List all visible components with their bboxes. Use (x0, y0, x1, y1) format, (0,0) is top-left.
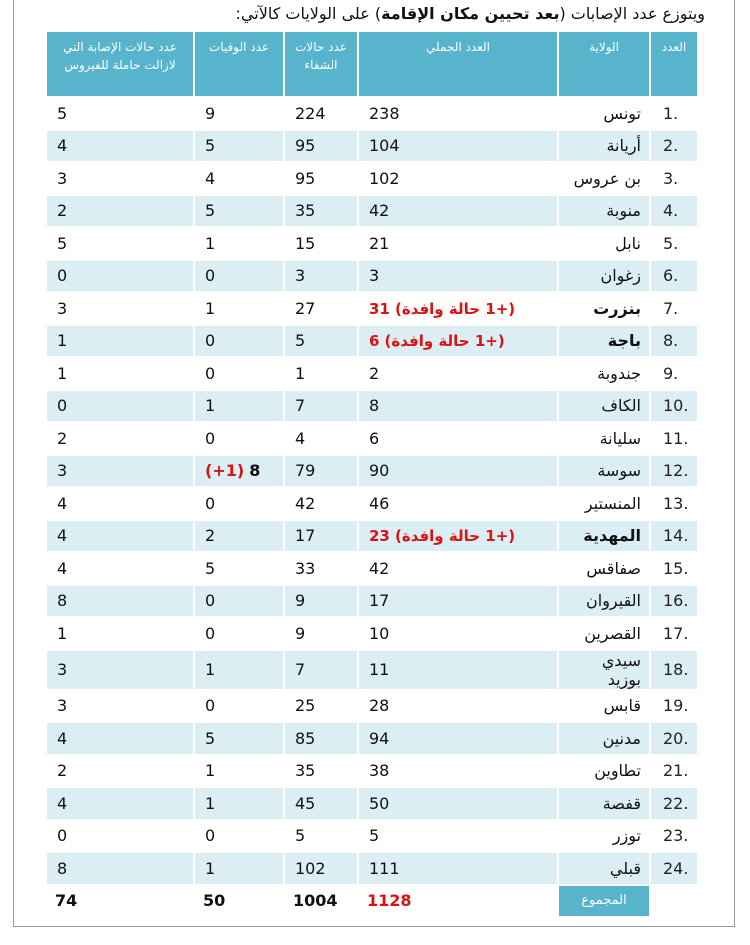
total-cases: 102 (358, 162, 558, 195)
recovered-count: 9 (284, 617, 358, 650)
sum-carriers: 74 (46, 885, 194, 918)
table-row (46, 390, 698, 423)
active-carriers-count: 3 (46, 292, 194, 325)
active-carriers-count: 2 (46, 755, 194, 788)
heading (45, 3, 705, 25)
row-number: 8. (650, 325, 698, 358)
row-number: 12. (650, 455, 698, 488)
governorate-name: بنزرت (558, 292, 650, 325)
active-carriers-count: 4 (46, 130, 194, 163)
deaths-count: 0 (194, 357, 284, 390)
total-cases: 2 (358, 357, 558, 390)
row-number: 20. (650, 722, 698, 755)
recovered-count: 27 (284, 292, 358, 325)
deaths-count: 0 (194, 260, 284, 293)
active-carriers-count: 3 (46, 455, 194, 488)
table-row (46, 617, 698, 650)
active-carriers-count: 5 (46, 97, 194, 130)
total-cases: 10 (358, 617, 558, 650)
total-cases: 8 (358, 390, 558, 423)
row-number: 19. (650, 690, 698, 723)
total-cases: 3 (358, 260, 558, 293)
recovered-count: 5 (284, 325, 358, 358)
active-carriers-count: 1 (46, 357, 194, 390)
recovered-count: 85 (284, 722, 358, 755)
table-row (46, 162, 698, 195)
recovered-count: 42 (284, 487, 358, 520)
table-body (46, 97, 698, 917)
total-cases: 42 (358, 195, 558, 228)
active-carriers-count: 1 (46, 617, 194, 650)
deaths-count: 0 (194, 617, 284, 650)
table-row (46, 690, 698, 723)
recovered-count: 7 (284, 390, 358, 423)
governorate-name: توزر (558, 820, 650, 853)
row-number: 3. (650, 162, 698, 195)
active-carriers-count: 8 (46, 852, 194, 885)
row-number: 7. (650, 292, 698, 325)
recovered-count: 79 (284, 455, 358, 488)
recovered-count: 7 (284, 650, 358, 690)
recovered-count: 25 (284, 690, 358, 723)
deaths-count: 0 (194, 325, 284, 358)
table-header-row (46, 31, 698, 97)
total-cases: 42 (358, 552, 558, 585)
heading-bold: بعد تحيين مكان الإقامة (381, 4, 560, 23)
total-cases: 50 (358, 787, 558, 820)
col-header-carriers: عدد حالات الإصابة التي لازالت حاملة للفيروس (46, 31, 194, 97)
total-cases: 104 (358, 130, 558, 163)
table-row (46, 585, 698, 618)
table-row (46, 520, 698, 553)
recovered-count: 102 (284, 852, 358, 885)
total-cases: 238 (358, 97, 558, 130)
table-row (46, 97, 698, 130)
recovered-count: 4 (284, 422, 358, 455)
governorate-name: سيدي بوزيد (558, 650, 650, 690)
recovered-count: 1 (284, 357, 358, 390)
governorate-name: تونس (558, 97, 650, 130)
total-cases: 21 (358, 227, 558, 260)
total-cases: 46 (358, 487, 558, 520)
deaths-count: 4 (194, 162, 284, 195)
total-cases: 38 (358, 755, 558, 788)
deaths-count: 0 (194, 690, 284, 723)
sum-recovered: 1004 (284, 885, 358, 918)
governorate-name: نابل (558, 227, 650, 260)
row-number: 5. (650, 227, 698, 260)
row-number: 24. (650, 852, 698, 885)
active-carriers-count: 0 (46, 820, 194, 853)
governorate-name: أريانة (558, 130, 650, 163)
deaths-count: 0 (194, 820, 284, 853)
row-number: 9. (650, 357, 698, 390)
governorate-name: باجة (558, 325, 650, 358)
governorate-name: قابس (558, 690, 650, 723)
deaths-count (194, 455, 284, 488)
active-carriers-count: 3 (46, 650, 194, 690)
total-cases: 90 (358, 455, 558, 488)
deaths-count: 9 (194, 97, 284, 130)
row-number: 17. (650, 617, 698, 650)
table-row (46, 357, 698, 390)
imported-case-note: (+1 حالة وافدة) (384, 332, 505, 351)
row-number: 14. (650, 520, 698, 553)
total-cases-value: 31 (369, 299, 390, 318)
table-row (46, 422, 698, 455)
table-row (46, 455, 698, 488)
total-cases: 94 (358, 722, 558, 755)
col-header-deaths: عدد الوفيات (194, 31, 284, 97)
table-row (46, 820, 698, 853)
sum-total-cases: 1128 (358, 885, 558, 918)
table-row (46, 195, 698, 228)
active-carriers-count: 1 (46, 325, 194, 358)
total-cases: 17 (358, 585, 558, 618)
deaths-value: 8 (249, 461, 261, 481)
total-cases (358, 520, 558, 553)
col-header-recovered: عدد حالات الشفاء (284, 31, 358, 97)
total-cases: 11 (358, 650, 558, 690)
governorate-name: المهدية (558, 520, 650, 553)
cases-table (45, 30, 699, 918)
col-header-total: العدد الجملي (358, 31, 558, 97)
table-row (46, 227, 698, 260)
deaths-count: 1 (194, 852, 284, 885)
governorate-name: مدنين (558, 722, 650, 755)
deaths-extra-note: (+1) (205, 461, 245, 481)
active-carriers-count: 4 (46, 722, 194, 755)
table-row (46, 292, 698, 325)
governorate-name: القيروان (558, 585, 650, 618)
total-cases-value: 23 (369, 527, 390, 546)
active-carriers-count: 3 (46, 690, 194, 723)
recovered-count: 3 (284, 260, 358, 293)
deaths-count: 1 (194, 292, 284, 325)
imported-case-note: (+1 حالة وافدة) (394, 527, 516, 546)
row-number: 18. (650, 650, 698, 690)
total-cases: 6 (358, 422, 558, 455)
deaths-count: 5 (194, 722, 284, 755)
deaths-count: 0 (194, 585, 284, 618)
total-cases-value: 6 (369, 332, 380, 351)
total-cases: 28 (358, 690, 558, 723)
deaths-count: 0 (194, 422, 284, 455)
governorate-name: الكاف (558, 390, 650, 423)
total-cases (358, 292, 558, 325)
recovered-count: 45 (284, 787, 358, 820)
row-number: 10. (650, 390, 698, 423)
recovered-count: 95 (284, 130, 358, 163)
deaths-count: 1 (194, 227, 284, 260)
deaths-count: 1 (194, 650, 284, 690)
table-row (46, 130, 698, 163)
recovered-count: 35 (284, 755, 358, 788)
row-number: 13. (650, 487, 698, 520)
table-row (46, 325, 698, 358)
row-number: 15. (650, 552, 698, 585)
active-carriers-count: 3 (46, 162, 194, 195)
row-number: 2. (650, 130, 698, 163)
active-carriers-count: 2 (46, 422, 194, 455)
sum-deaths: 50 (194, 885, 284, 918)
col-header-num: العدد (650, 31, 698, 97)
active-carriers-count: 8 (46, 585, 194, 618)
active-carriers-count: 5 (46, 227, 194, 260)
deaths-count: 5 (194, 195, 284, 228)
active-carriers-count: 2 (46, 195, 194, 228)
col-header-governorate: الولاية (558, 31, 650, 97)
governorate-name: صفاقس (558, 552, 650, 585)
deaths-count: 5 (194, 552, 284, 585)
recovered-count: 224 (284, 97, 358, 130)
table-row (46, 755, 698, 788)
active-carriers-count: 0 (46, 260, 194, 293)
active-carriers-count: 0 (46, 390, 194, 423)
table-row (46, 787, 698, 820)
total-row (46, 885, 698, 918)
governorate-name: تطاوين (558, 755, 650, 788)
recovered-count: 9 (284, 585, 358, 618)
row-number: 21. (650, 755, 698, 788)
deaths-count: 2 (194, 520, 284, 553)
active-carriers-count: 4 (46, 552, 194, 585)
recovered-count: 17 (284, 520, 358, 553)
row-number: 11. (650, 422, 698, 455)
total-cases (358, 325, 558, 358)
total-cases: 111 (358, 852, 558, 885)
deaths-count: 1 (194, 390, 284, 423)
row-number: 22. (650, 787, 698, 820)
sum-label: المجموع (558, 885, 650, 918)
deaths-count: 0 (194, 487, 284, 520)
sum-empty-cell (650, 885, 698, 918)
table-row (46, 487, 698, 520)
governorate-name: القصرين (558, 617, 650, 650)
governorate-name: زغوان (558, 260, 650, 293)
governorate-name: سوسة (558, 455, 650, 488)
table-row (46, 650, 698, 690)
table-row (46, 260, 698, 293)
recovered-count: 5 (284, 820, 358, 853)
recovered-count: 35 (284, 195, 358, 228)
governorate-name: سليانة (558, 422, 650, 455)
table-row (46, 552, 698, 585)
total-cases: 5 (358, 820, 558, 853)
recovered-count: 15 (284, 227, 358, 260)
deaths-count: 5 (194, 130, 284, 163)
deaths-count: 1 (194, 787, 284, 820)
active-carriers-count: 4 (46, 487, 194, 520)
row-number: 1. (650, 97, 698, 130)
active-carriers-count: 4 (46, 787, 194, 820)
governorate-name: قفصة (558, 787, 650, 820)
deaths-count: 1 (194, 755, 284, 788)
governorate-name: المنستير (558, 487, 650, 520)
governorate-name: قبلي (558, 852, 650, 885)
row-number: 6. (650, 260, 698, 293)
active-carriers-count: 4 (46, 520, 194, 553)
row-number: 23. (650, 820, 698, 853)
table-row (46, 852, 698, 885)
table-row (46, 722, 698, 755)
recovered-count: 95 (284, 162, 358, 195)
heading-pre: ويتوزع عدد الإصابات ( (559, 4, 705, 23)
governorate-name: بن عروس (558, 162, 650, 195)
recovered-count: 33 (284, 552, 358, 585)
row-number: 4. (650, 195, 698, 228)
heading-post: ) على الولايات كالآتي: (235, 4, 382, 23)
row-number: 16. (650, 585, 698, 618)
governorate-name: منوبة (558, 195, 650, 228)
imported-case-note: (+1 حالة وافدة) (394, 299, 516, 318)
governorate-name: جندوبة (558, 357, 650, 390)
